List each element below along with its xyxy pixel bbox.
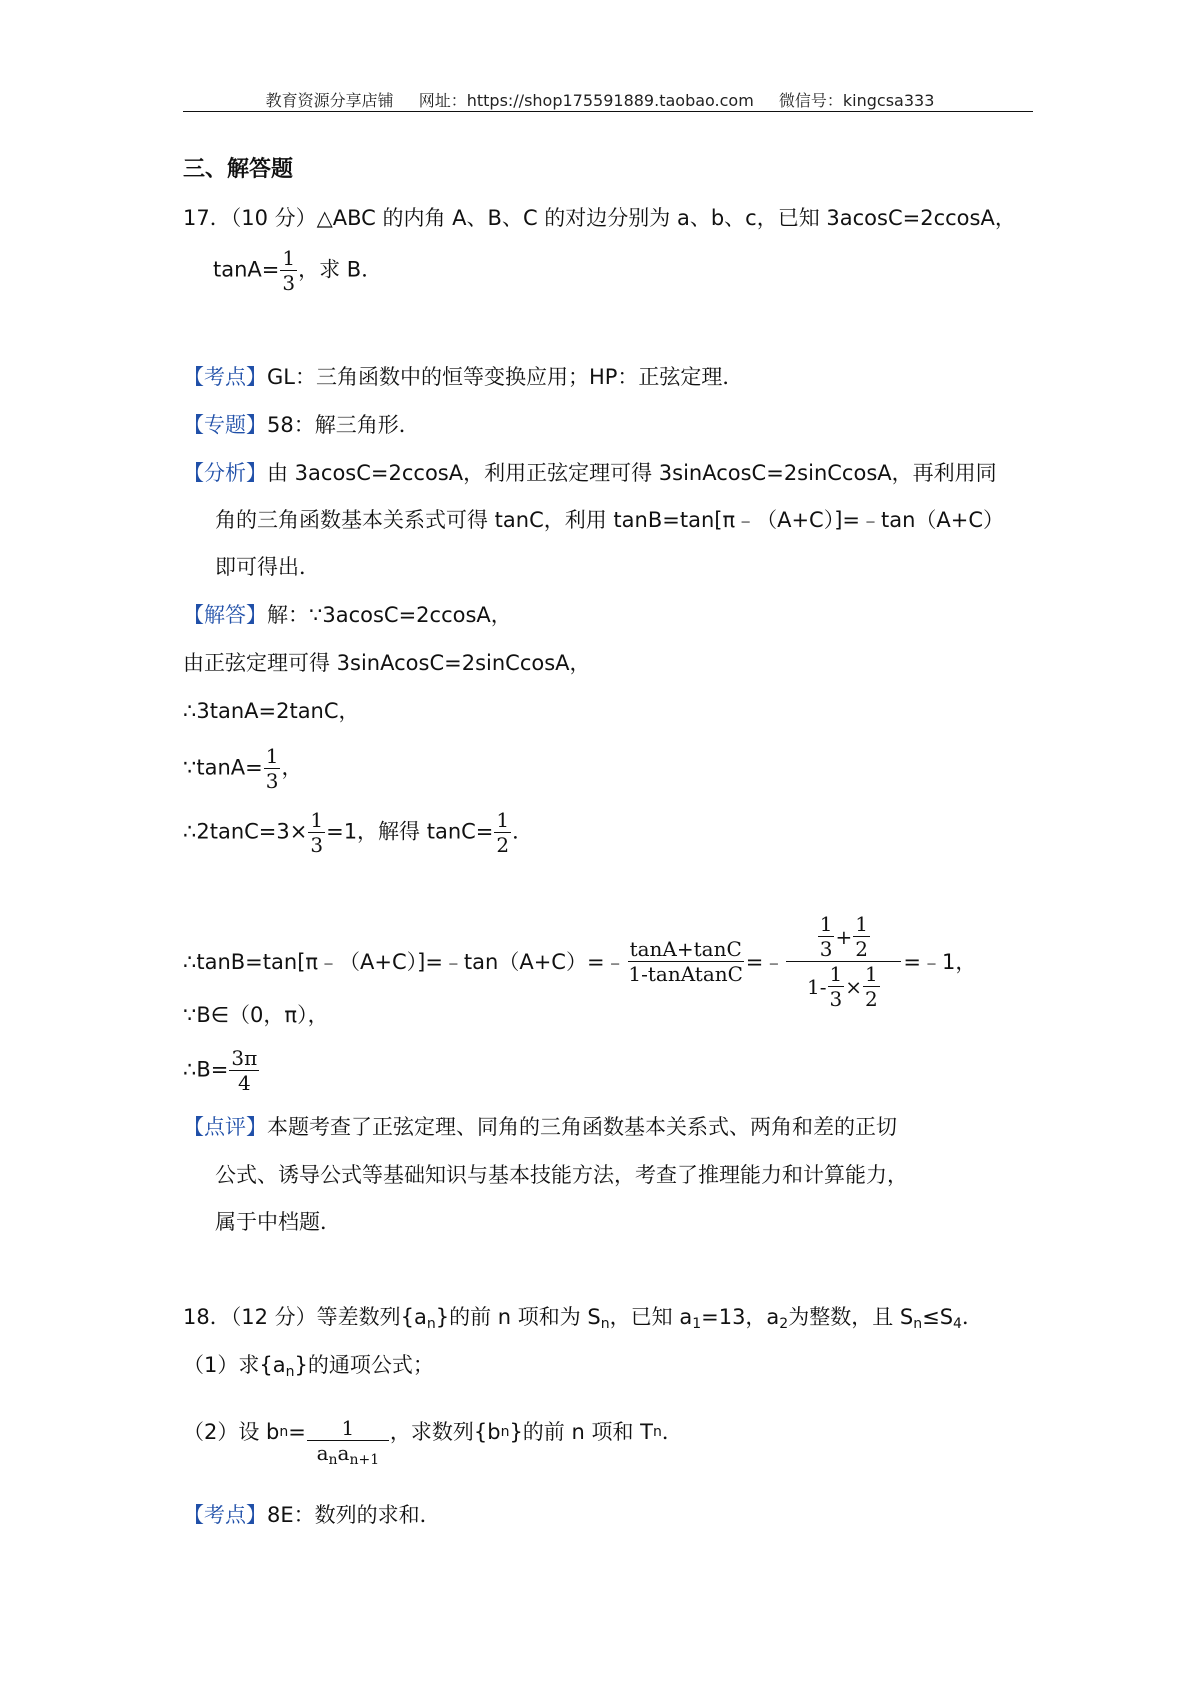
- q17-jieda-line1: [183, 600, 512, 630]
- q18-stem-part: ．: [961, 1305, 983, 1329]
- fraction-numerator: 1: [496, 808, 510, 832]
- fraction-numerator: 1: [829, 962, 843, 986]
- compound-denominator: [807, 962, 881, 1009]
- subscript: n+1: [349, 1452, 380, 1468]
- jieda-text-1: 解：∵3acosC=2ccosA，: [267, 603, 512, 627]
- fraction-one-third: [818, 914, 835, 959]
- fraction-denominator: 3: [819, 937, 833, 961]
- jieda-text-3: ∴3tanA=2tanC，: [183, 699, 360, 723]
- one-minus: 1-: [807, 974, 827, 999]
- compound-numerator: [815, 914, 873, 961]
- q18-stem-part: =13，a: [701, 1305, 780, 1329]
- dianping-text-1: 本题考查了正弦定理、同角的三角函数基本关系式、两角和差的正切: [267, 1115, 897, 1139]
- fraction-numerator: 1: [855, 912, 868, 936]
- header-shop: 教育资源分享店铺: [265, 91, 394, 110]
- header-rule: [183, 111, 1033, 112]
- tanB-result: =﹣1，: [903, 949, 977, 974]
- fraction-numerator: 1: [819, 912, 833, 936]
- fraction-denominator: 2: [865, 987, 878, 1011]
- fraction-one-third: [264, 746, 281, 791]
- fraction-numerator: 3π: [231, 1046, 258, 1070]
- fenxi-text-2: 角的三角函数基本关系式可得 tanC，利用 tanB=tan[π﹣（A+C）]=﹣tan（A+C）: [215, 508, 1005, 532]
- fraction-one-half: [863, 964, 880, 1009]
- a-symbol: a: [316, 1441, 329, 1465]
- header-wechat: 微信号：kingcsa333: [778, 91, 935, 110]
- q17-stem-line1: 17．（10 分）△ABC 的内角 A、B、C 的对边分别为 a、b、c，已知 3acosC=2ccosA，: [183, 206, 1016, 230]
- tanB-label: ∴tanB=tan[π﹣（A+C）]=﹣tan（A+C）=﹣: [183, 949, 626, 974]
- q18-stem-part: ≤S: [922, 1305, 954, 1329]
- fraction-one-half: [853, 914, 870, 959]
- range-line: ∵B∈（0，π），: [183, 1003, 329, 1027]
- header-site-label: 网址：: [418, 91, 467, 110]
- fraction-denominator: 3: [282, 271, 296, 295]
- q18-stem: [183, 1302, 983, 1332]
- fraction-numerator: 1: [282, 246, 296, 270]
- fraction-denominator: 3: [829, 987, 843, 1011]
- result-label: ∴B=: [183, 1057, 229, 1082]
- fraction-one-third: [308, 810, 325, 855]
- kaodian-text: GL：三角函数中的恒等变换应用；HP：正弦定理．: [267, 365, 744, 389]
- kaodian-tag: 【考点】: [183, 365, 267, 389]
- tanB-fraction-numerator: tanA+tanC: [629, 937, 742, 961]
- q18-kaodian: [183, 1500, 441, 1530]
- dianping-text-2: 公式、诱导公式等基础知识与基本技能方法，考查了推理能力和计算能力，: [215, 1163, 908, 1187]
- fraction-denominator: 4: [237, 1071, 251, 1095]
- q17-tanA-label: tanA=: [213, 257, 280, 282]
- q18-part2-text: （2）设 b: [183, 1419, 280, 1444]
- subscript: n: [600, 1316, 610, 1332]
- header-site: [419, 91, 754, 110]
- q18-part2-text: ．: [661, 1419, 683, 1444]
- q18-part2-text: =: [288, 1419, 306, 1444]
- subscript: n: [328, 1452, 338, 1468]
- q17-stem-line2: [213, 248, 382, 293]
- q18-stem-part: ，已知 a: [609, 1305, 693, 1329]
- fraction-numerator: 1: [265, 744, 279, 768]
- fraction-denominator: 2: [496, 833, 510, 857]
- q18-part2-text: }的前 n 项和 T: [509, 1419, 653, 1444]
- fraction-one-third: [280, 248, 297, 293]
- q17-kaodian: [183, 362, 743, 392]
- jieda-5-mid: =1，解得 tanC=: [326, 819, 494, 844]
- subscript: n: [913, 1316, 923, 1332]
- times-sign: ×: [845, 974, 862, 999]
- jieda-text-2: 由正弦定理可得 3sinAcosC=2sinCcosA，: [183, 651, 591, 675]
- jieda-5-end: ．: [512, 819, 534, 844]
- fraction-three-pi-over-four: [229, 1048, 259, 1093]
- q18-stem-part: }的前 n 项和为 S: [435, 1305, 601, 1329]
- subscript: n: [426, 1316, 436, 1332]
- fraction-one-half: [494, 810, 511, 855]
- q18-part2-text: ，求数列{b: [389, 1419, 501, 1444]
- fraction-denominator: [316, 1441, 380, 1468]
- q18-part2: （2）设 b n = $\frac{1}{a_na_{n+1}}$ ，求数列{b n }的前 n 项和 T n ．: [183, 1416, 683, 1468]
- jieda-4-label: ∵tanA=: [183, 755, 263, 780]
- jieda-4-end: ，: [281, 755, 303, 780]
- q18-part1-text: }的通项公式；: [294, 1353, 434, 1377]
- page-header: [0, 88, 1200, 111]
- fraction-numerator: 1: [310, 808, 324, 832]
- jieda-text-5: [183, 810, 533, 855]
- tanB-equation: [183, 914, 976, 1009]
- jieda-tag: 【解答】: [183, 603, 267, 627]
- fenxi-tag: 【分析】: [183, 461, 267, 485]
- fraction-denominator: 2: [855, 937, 868, 961]
- q17-zhuanti: [183, 410, 420, 440]
- subscript: 1: [692, 1316, 702, 1332]
- q18-part1: [183, 1350, 434, 1380]
- subscript: 4: [953, 1316, 962, 1332]
- fraction-one-third: [828, 964, 845, 1009]
- q18-stem-part: 18．（12 分）等差数列{a: [183, 1305, 427, 1329]
- tanB-fraction: [628, 939, 744, 984]
- section-title: 三、解答题: [183, 157, 294, 182]
- q18-stem-part: 为整数，且 S: [788, 1305, 914, 1329]
- dianping-tag: 【点评】: [183, 1115, 267, 1139]
- q17-ask: ，求 B．: [298, 257, 383, 282]
- result-line: [183, 1048, 260, 1093]
- fenxi-text-1: 由 3acosC=2ccosA，利用正弦定理可得 3sinAcosC=2sinCcosA，再利用同: [267, 461, 997, 485]
- q17-dianping-line1: [183, 1112, 897, 1142]
- fraction-numerator: 1: [865, 962, 878, 986]
- subscript: n: [285, 1364, 295, 1380]
- fraction-numerator: 1: [341, 1416, 355, 1440]
- fraction-denominator: 3: [310, 833, 324, 857]
- bn-fraction: [307, 1416, 389, 1468]
- fraction-denominator: 3: [265, 769, 279, 793]
- plus-sign: +: [835, 924, 853, 949]
- kaodian-text: 8E：数列的求和．: [267, 1503, 441, 1527]
- dianping-text-3: 属于中档题．: [215, 1210, 341, 1234]
- tanB-fraction-denominator: 1-tanAtanC: [628, 962, 743, 986]
- fenxi-text-3: 即可得出．: [215, 555, 320, 579]
- kaodian-tag: 【考点】: [183, 1503, 267, 1527]
- compound-fraction: [786, 914, 901, 1009]
- jieda-text-4: [183, 746, 302, 791]
- zhuanti-tag: 【专题】: [183, 413, 267, 437]
- subscript: 2: [779, 1316, 789, 1332]
- q17-fenxi-line1: [183, 458, 997, 488]
- equals-minus: =﹣: [745, 949, 785, 974]
- a-symbol: a: [337, 1441, 350, 1465]
- jieda-5-label: ∴2tanC=3×: [183, 819, 308, 844]
- q18-part1-text: （1）求{a: [183, 1353, 286, 1377]
- header-site-url: https://shop175591889.taobao.com: [466, 91, 754, 110]
- zhuanti-text: 58：解三角形．: [267, 413, 420, 437]
